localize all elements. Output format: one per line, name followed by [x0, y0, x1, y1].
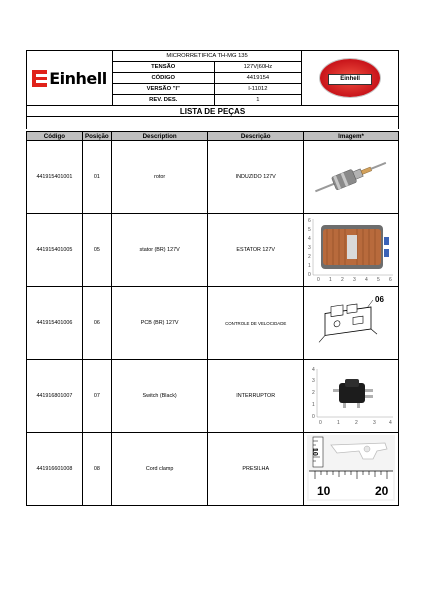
switch-tick-x: 1 — [337, 420, 340, 425]
stator-tick-y: 6 — [308, 218, 311, 224]
cord-clamp-image — [307, 435, 395, 501]
col-descricao: Descrição — [208, 132, 304, 141]
switch-tick-x: 4 — [389, 420, 392, 425]
cell-codigo: 441916801007 — [27, 360, 83, 433]
stator-tick-x: 3 — [353, 277, 356, 281]
stator-tick-y: 3 — [308, 245, 311, 251]
cell-descricao: CONTROLE DE VELOCIDADE — [208, 287, 304, 360]
cell-image — [304, 360, 399, 433]
cell-codigo: 441915401005 — [27, 214, 83, 287]
value-versao: I-11012 — [214, 84, 302, 95]
cell-description: Cord clamp — [111, 433, 208, 506]
cell-posicao: 08 — [82, 433, 111, 506]
col-codigo: Código — [27, 132, 83, 141]
stator-tick-x: 2 — [341, 277, 344, 281]
switch-tick-y: 1 — [312, 402, 315, 408]
table-row — [27, 287, 399, 360]
stator-coil-image — [307, 217, 395, 281]
cell-description: PCB (BR) 127V — [111, 287, 208, 360]
switch-tick-y: 0 — [312, 414, 315, 420]
col-description: Description — [111, 132, 208, 141]
label-rev-des: REV. DES. — [112, 95, 214, 106]
product-name: MICRORRETIFICA TH-MG 135 — [112, 51, 301, 62]
seal-brand: Einhell — [328, 74, 372, 85]
col-posicao: Posição — [82, 132, 111, 141]
cell-image — [304, 287, 399, 360]
value-rev-des: 1 — [214, 95, 302, 106]
cell-posicao: 05 — [82, 214, 111, 287]
table-row — [27, 141, 399, 214]
cell-description: Switch (Black) — [111, 360, 208, 433]
label-tensao: TENSÃO — [112, 62, 214, 73]
cell-descricao: PRESILHA — [208, 433, 304, 506]
header-table — [26, 50, 399, 106]
switch-tick-x: 0 — [319, 420, 322, 425]
cell-codigo: 441916601008 — [27, 433, 83, 506]
cell-codigo: 441915401001 — [27, 141, 83, 214]
cell-image — [304, 433, 399, 506]
table-row — [27, 360, 399, 433]
value-codigo: 4419154 — [214, 73, 302, 84]
cell-codigo: 441915401006 — [27, 287, 83, 360]
cell-descricao: ESTATOR 127V — [208, 214, 304, 287]
switch-tick-y: 4 — [312, 367, 315, 373]
authorized-service-seal-icon — [320, 59, 380, 97]
pcb-speed-control-image — [307, 292, 395, 352]
switch-tick-y: 2 — [312, 390, 315, 396]
label-codigo: CÓDIGO — [112, 73, 214, 84]
switch-tick-x: 3 — [373, 420, 376, 425]
value-tensao: 127V|60Hz — [214, 62, 302, 73]
stator-tick-y: 2 — [308, 254, 311, 260]
clamp-ruler-label-20: 20 — [375, 484, 389, 498]
stator-tick-x: 4 — [365, 277, 368, 281]
table-row — [27, 433, 399, 506]
label-versao: VERSÃO "I" — [112, 84, 214, 95]
switch-tick-x: 2 — [355, 420, 358, 425]
switch-image — [307, 365, 395, 425]
cell-posicao: 06 — [82, 287, 111, 360]
brand-logo-cell — [27, 51, 113, 106]
switch-tick-y: 3 — [312, 378, 315, 384]
stator-tick-y: 5 — [308, 227, 311, 233]
cell-descricao: INTERRUPTOR — [208, 360, 304, 433]
brand-wordmark: Einhell — [49, 68, 107, 88]
einhell-logo-icon — [32, 70, 47, 87]
stator-tick-y: 4 — [308, 236, 311, 242]
armature-rotor-image — [307, 146, 395, 206]
stator-tick-y: 1 — [308, 263, 311, 269]
pcb-position-tag: 06 — [375, 295, 384, 304]
stator-tick-x: 6 — [389, 277, 392, 281]
einhell-logo — [27, 69, 112, 88]
col-imagem: Imagem* — [304, 132, 399, 141]
cell-posicao: 07 — [82, 360, 111, 433]
stator-tick-x: 5 — [377, 277, 380, 281]
cell-descricao: INDUZIDO 127V — [208, 141, 304, 214]
table-row — [27, 214, 399, 287]
clamp-ruler-label-10: 10 — [317, 484, 331, 498]
stator-tick-x: 1 — [329, 277, 332, 281]
stator-tick-y: 0 — [308, 272, 311, 278]
cell-image — [304, 214, 399, 287]
stator-tick-x: 0 — [317, 277, 320, 281]
page-title: LISTA DE PEÇAS — [26, 105, 399, 117]
parts-header-row — [27, 132, 399, 141]
title-spacer — [26, 117, 399, 129]
parts-table — [26, 131, 399, 506]
clamp-ruler-top-label: 10 — [311, 448, 318, 456]
cell-description: rotor — [111, 141, 208, 214]
cell-image — [304, 141, 399, 214]
authorized-service-seal-cell — [302, 51, 399, 106]
cell-posicao: 01 — [82, 141, 111, 214]
cell-description: stator (BR) 127V — [111, 214, 208, 287]
